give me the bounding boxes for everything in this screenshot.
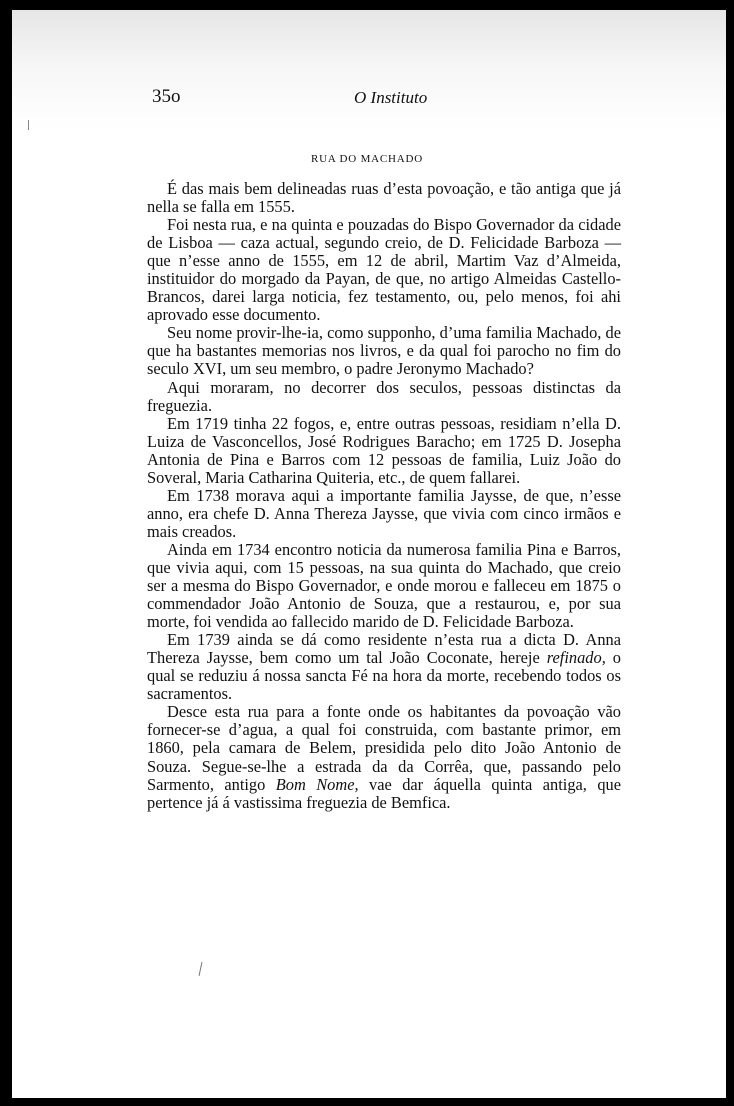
paragraph-7: Ainda em 1734 encontro noticia da numerosa familia Pina e Barros, que vivia aqui, com 15 pessoas, na sua quinta do Machado, que creio ser a mesma do Bispo Governador, e onde morou e falleceu em 1875 o commendador João Antonio de Souza, que a restaurou, e, por sua morte, foi vendida ao fallecido marido de D. Felicidade Barboza. <box>147 539 621 632</box>
paragraph-4: Aqui moraram, no decorrer dos seculos, pessoas distinctas da freguezia. <box>147 377 621 415</box>
paragraph-8 <box>147 631 621 703</box>
paragraph-9-emphasis: Bom Nome, <box>275 774 359 794</box>
paragraph-1: É das mais bem delineadas ruas d’esta povoação, e tão antiga que já nella se falla em 1555. <box>147 179 621 217</box>
stray-ink-mark <box>199 962 203 976</box>
section-heading: RUA DO MACHADO <box>310 153 424 165</box>
paragraph-8-text-start: Em 1739 ainda se dá como residente n’esta rua a dicta D. Anna Thereza Jaysse, bem como um tal João Coconate, hereje <box>147 630 621 668</box>
running-title: O Instituto <box>354 88 428 107</box>
page-number: 35o <box>152 86 181 107</box>
paragraph-9 <box>147 703 621 811</box>
paragraph-5: Em 1719 tinha 22 fogos, e, entre outras pessoas, residiam n’ella D. Luiza de Vasconcellos, José Rodrigues Baracho; em 1725 D. Josepha Antonia de Pina e Barros com 12 pessoas de familia, Luiz João do Soveral, Maria Catharina Quiteria, etc., de quem fallarei. <box>147 413 621 487</box>
paragraph-6: Em 1738 morava aqui a importante familia Jaysse, de que, n’esse anno, era chefe D. Anna Thereza Jaysse, que vivia com cinco irmãos e mais creados. <box>147 485 621 541</box>
paragraph-8-text-end: o qual se reduziu á nossa sancta Fé na hora da morte, recebendo todos os sacramentos. <box>147 648 622 704</box>
paragraph-9-text-end: vae dar áquella quinta antiga, que pertence já á vastissima freguezia de Bemfica. <box>147 774 621 812</box>
paragraph-3: Seu nome provir-lhe-ia, como supponho, d’uma familia Machado, de que ha bastantes memorias nos livros, e da qual foi parocho no fim do seculo XVI, um seu membro, o padre Jeronymo Machado? <box>147 323 621 379</box>
margin-mark <box>28 120 29 130</box>
paragraph-9-text-start: Desce esta rua para a fonte onde os habitantes da povoação vão fornecer-se d’agua, a qual foi construida, com bastante primor, em 1860, pela camara de Belem, presidida pelo dito João Antonio de Souza. Segue-se-lhe a estrada da da Corrêa, que, passando pelo Sarmento, antigo <box>147 702 621 794</box>
paragraph-2: Foi nesta rua, e na quinta e pouzadas do Bispo Governador da cidade de Lisboa — caza actual, segundo creio, de D. Felicidade Barboza — que n’esse anno de 1555, em 12 de abril, Martim Vaz d’Almeida, instituidor do morgado da Payan, de que, no artigo Almeidas Castello-Brancos, darei larga noticia, fez testamento, ou, pelo menos, foi ahi aprovado esse documento. <box>147 215 621 325</box>
paragraph-8-emphasis: refinado, <box>546 648 606 668</box>
body-text <box>147 180 621 812</box>
